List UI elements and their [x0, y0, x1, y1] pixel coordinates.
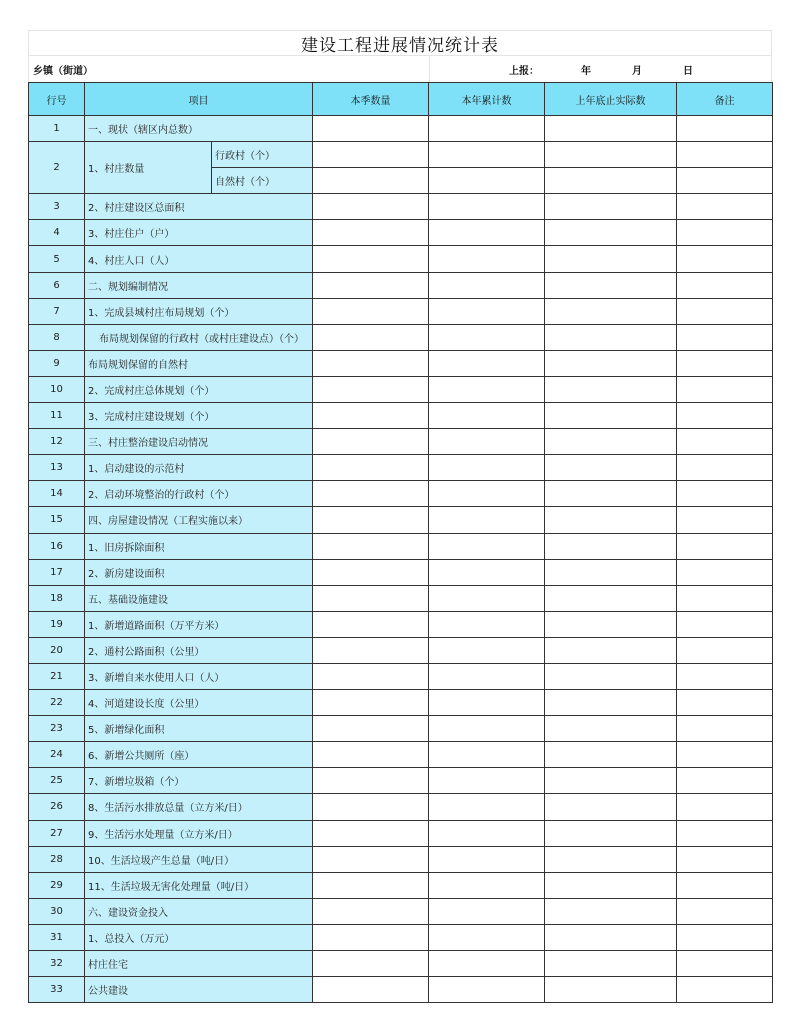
item-cell[interactable]: 2、启动环境整治的行政村（个）	[85, 481, 313, 507]
table-row	[29, 585, 773, 611]
data-cell[interactable]	[677, 794, 773, 820]
data-cell[interactable]	[429, 142, 545, 168]
header-row-no[interactable]: 行号	[29, 83, 85, 116]
data-cell[interactable]	[677, 455, 773, 481]
table-row	[29, 794, 773, 820]
row-number-cell[interactable]: 13	[29, 455, 85, 481]
data-cell[interactable]	[429, 272, 545, 298]
data-cell[interactable]	[313, 820, 429, 846]
row-number-cell[interactable]: 21	[29, 663, 85, 689]
row-number-cell[interactable]: 25	[29, 768, 85, 794]
table-row	[29, 403, 773, 429]
row-number-cell[interactable]: 31	[29, 924, 85, 950]
item-cell[interactable]: 2、村庄建设区总面积	[85, 194, 313, 220]
data-cell[interactable]	[313, 376, 429, 402]
data-cell[interactable]	[313, 272, 429, 298]
data-cell[interactable]	[677, 324, 773, 350]
item-cell[interactable]: 2、通村公路面积（公里）	[85, 637, 313, 663]
data-cell[interactable]	[313, 742, 429, 768]
table-row	[29, 951, 773, 977]
item-cell[interactable]: 公共建设	[85, 977, 313, 1003]
data-cell[interactable]	[545, 768, 677, 794]
data-cell[interactable]	[677, 533, 773, 559]
data-cell[interactable]	[545, 194, 677, 220]
header-note[interactable]: 备注	[677, 83, 773, 116]
data-cell[interactable]	[313, 716, 429, 742]
table-row	[29, 820, 773, 846]
data-cell[interactable]	[545, 533, 677, 559]
data-cell[interactable]	[313, 403, 429, 429]
data-cell[interactable]	[313, 533, 429, 559]
item-cell[interactable]: 4、村庄人口（人）	[85, 246, 313, 272]
row-number-cell[interactable]: 26	[29, 794, 85, 820]
table-row	[29, 194, 773, 220]
data-cell[interactable]	[429, 533, 545, 559]
data-cell[interactable]	[677, 820, 773, 846]
item-cell[interactable]: 3、村庄住户（户）	[85, 220, 313, 246]
data-cell[interactable]	[429, 768, 545, 794]
row-number-cell[interactable]: 14	[29, 481, 85, 507]
data-cell[interactable]	[545, 507, 677, 533]
table-row	[29, 142, 773, 168]
data-cell[interactable]	[313, 429, 429, 455]
row-number-cell[interactable]: 5	[29, 246, 85, 272]
data-cell[interactable]	[429, 585, 545, 611]
row-number-cell[interactable]: 15	[29, 507, 85, 533]
spreadsheet	[28, 30, 772, 1003]
data-cell[interactable]	[545, 376, 677, 402]
data-cell[interactable]	[313, 194, 429, 220]
row-number-cell[interactable]: 2	[29, 142, 85, 194]
data-cell[interactable]	[545, 220, 677, 246]
item-cell[interactable]: 3、新增自来水使用人口（人）	[85, 663, 313, 689]
item-cell[interactable]: 四、房屋建设情况（工程实施以来）	[85, 507, 313, 533]
data-cell[interactable]	[313, 324, 429, 350]
data-cell[interactable]	[545, 924, 677, 950]
data-cell[interactable]	[677, 298, 773, 324]
table-row	[29, 924, 773, 950]
item-cell[interactable]: 9、生活污水处理量（立方米/日）	[85, 820, 313, 846]
data-cell[interactable]	[545, 794, 677, 820]
row-number-cell[interactable]: 17	[29, 559, 85, 585]
data-cell[interactable]	[677, 168, 773, 194]
header-last-year[interactable]: 上年底止实际数	[545, 83, 677, 116]
row-number-cell[interactable]: 16	[29, 533, 85, 559]
data-cell[interactable]	[677, 898, 773, 924]
data-cell[interactable]	[545, 611, 677, 637]
data-cell[interactable]	[429, 403, 545, 429]
data-cell[interactable]	[677, 481, 773, 507]
table-row	[29, 455, 773, 481]
data-cell[interactable]	[545, 403, 677, 429]
row-number-cell[interactable]: 27	[29, 820, 85, 846]
data-cell[interactable]	[677, 742, 773, 768]
data-cell[interactable]	[429, 376, 545, 402]
table-row	[29, 611, 773, 637]
data-cell[interactable]	[429, 116, 545, 142]
data-cell[interactable]	[313, 559, 429, 585]
data-cell[interactable]	[677, 768, 773, 794]
data-cell[interactable]	[429, 324, 545, 350]
data-cell[interactable]	[545, 481, 677, 507]
data-cell[interactable]	[545, 298, 677, 324]
item-cell[interactable]: 五、基础设施建设	[85, 585, 313, 611]
data-cell[interactable]	[545, 898, 677, 924]
data-cell[interactable]	[677, 376, 773, 402]
data-cell[interactable]	[545, 663, 677, 689]
row-number-cell[interactable]: 6	[29, 272, 85, 298]
table-row	[29, 246, 773, 272]
table-row	[29, 350, 773, 376]
meta-row	[28, 55, 772, 82]
item-cell[interactable]: 10、生活垃圾产生总量（吨/日）	[85, 846, 313, 872]
table-row	[29, 898, 773, 924]
row-number-cell[interactable]: 12	[29, 429, 85, 455]
row-number-cell[interactable]: 28	[29, 846, 85, 872]
row-number-cell[interactable]: 8	[29, 324, 85, 350]
item-cell[interactable]: 1、新增道路面积（万平方米）	[85, 611, 313, 637]
table-row	[29, 376, 773, 402]
stats-table	[28, 82, 773, 1003]
item-cell[interactable]: 4、河道建设长度（公里）	[85, 690, 313, 716]
data-cell[interactable]	[313, 663, 429, 689]
data-cell[interactable]	[545, 820, 677, 846]
data-cell[interactable]	[313, 220, 429, 246]
row-number-cell[interactable]: 1	[29, 116, 85, 142]
header-row	[29, 83, 773, 116]
item-cell[interactable]: 1、总投入（万元）	[85, 924, 313, 950]
data-cell[interactable]	[545, 429, 677, 455]
row-number-cell[interactable]: 24	[29, 742, 85, 768]
item-cell[interactable]: 布局规划保留的自然村	[85, 350, 313, 376]
table-body	[29, 116, 773, 1003]
row-number-cell[interactable]: 22	[29, 690, 85, 716]
data-cell[interactable]	[677, 559, 773, 585]
row-number-cell[interactable]: 29	[29, 872, 85, 898]
row-number-cell[interactable]: 10	[29, 376, 85, 402]
data-cell[interactable]	[545, 455, 677, 481]
data-cell[interactable]	[313, 298, 429, 324]
data-cell[interactable]	[545, 690, 677, 716]
table-row	[29, 846, 773, 872]
data-cell[interactable]	[313, 977, 429, 1003]
data-cell[interactable]	[429, 794, 545, 820]
table-row	[29, 768, 773, 794]
data-cell[interactable]	[677, 846, 773, 872]
item-cell[interactable]: 1、完成县城村庄布局规划（个）	[85, 298, 313, 324]
year-label: 年	[581, 65, 591, 77]
data-cell[interactable]	[313, 507, 429, 533]
header-quarter[interactable]: 本季数量	[313, 83, 429, 116]
data-cell[interactable]	[429, 246, 545, 272]
data-cell[interactable]	[677, 272, 773, 298]
item-cell[interactable]: 1、旧房拆除面积	[85, 533, 313, 559]
data-cell[interactable]	[429, 846, 545, 872]
header-ytd[interactable]: 本年累计数	[429, 83, 545, 116]
data-cell[interactable]	[677, 116, 773, 142]
data-cell[interactable]	[545, 559, 677, 585]
row-number-cell[interactable]: 20	[29, 637, 85, 663]
table-title-text: 建设工程进展情况统计表	[301, 35, 499, 56]
data-cell[interactable]	[313, 142, 429, 168]
data-cell[interactable]	[545, 585, 677, 611]
row-number-cell[interactable]: 9	[29, 350, 85, 376]
item-cell[interactable]: 1、村庄数量	[85, 142, 212, 194]
item-cell[interactable]: 布局规划保留的行政村（或村庄建设点）（个）	[85, 324, 313, 350]
data-cell[interactable]	[313, 951, 429, 977]
table-row	[29, 716, 773, 742]
data-cell[interactable]	[677, 585, 773, 611]
data-cell[interactable]	[677, 429, 773, 455]
data-cell[interactable]	[313, 611, 429, 637]
data-cell[interactable]	[313, 246, 429, 272]
data-cell[interactable]	[313, 350, 429, 376]
data-cell[interactable]	[677, 690, 773, 716]
item-cell[interactable]: 二、规划编制情况	[85, 272, 313, 298]
sub-item-cell[interactable]: 自然村（个）	[212, 168, 313, 194]
data-cell[interactable]	[313, 116, 429, 142]
data-cell[interactable]	[677, 977, 773, 1003]
sub-item-cell[interactable]: 行政村（个）	[212, 142, 313, 168]
data-cell[interactable]	[545, 846, 677, 872]
data-cell[interactable]	[429, 977, 545, 1003]
data-cell[interactable]	[313, 690, 429, 716]
table-row	[29, 220, 773, 246]
row-number-cell[interactable]: 7	[29, 298, 85, 324]
data-cell[interactable]	[677, 663, 773, 689]
data-cell[interactable]	[677, 194, 773, 220]
table-row	[29, 116, 773, 142]
data-cell[interactable]	[677, 611, 773, 637]
row-number-cell[interactable]: 3	[29, 194, 85, 220]
data-cell[interactable]	[545, 116, 677, 142]
data-cell[interactable]	[429, 455, 545, 481]
data-cell[interactable]	[313, 768, 429, 794]
data-cell[interactable]	[677, 507, 773, 533]
data-cell[interactable]	[545, 951, 677, 977]
table-row	[29, 533, 773, 559]
month-label: 月	[632, 65, 642, 77]
table-row	[29, 742, 773, 768]
data-cell[interactable]	[545, 872, 677, 898]
table-row	[29, 298, 773, 324]
table-row	[29, 977, 773, 1003]
data-cell[interactable]	[429, 507, 545, 533]
row-number-cell[interactable]: 32	[29, 951, 85, 977]
item-cell[interactable]: 6、新增公共厕所（座）	[85, 742, 313, 768]
data-cell[interactable]	[429, 951, 545, 977]
table-title[interactable]	[28, 30, 772, 55]
data-cell[interactable]	[429, 690, 545, 716]
data-cell[interactable]	[545, 272, 677, 298]
data-cell[interactable]	[677, 220, 773, 246]
item-cell[interactable]: 2、完成村庄总体规划（个）	[85, 376, 313, 402]
data-cell[interactable]	[313, 585, 429, 611]
data-cell[interactable]	[429, 168, 545, 194]
row-number-cell[interactable]: 30	[29, 898, 85, 924]
data-cell[interactable]	[429, 637, 545, 663]
data-cell[interactable]	[545, 716, 677, 742]
data-cell[interactable]	[429, 742, 545, 768]
data-cell[interactable]	[429, 298, 545, 324]
data-cell[interactable]	[429, 611, 545, 637]
data-cell[interactable]	[429, 872, 545, 898]
table-row	[29, 559, 773, 585]
data-cell[interactable]	[429, 429, 545, 455]
data-cell[interactable]	[429, 924, 545, 950]
data-cell[interactable]	[313, 846, 429, 872]
day-label: 日	[683, 65, 693, 77]
data-cell[interactable]	[677, 142, 773, 168]
data-cell[interactable]	[429, 716, 545, 742]
data-cell[interactable]	[545, 350, 677, 376]
data-cell[interactable]	[313, 924, 429, 950]
data-cell[interactable]	[313, 637, 429, 663]
row-number-cell[interactable]: 11	[29, 403, 85, 429]
row-number-cell[interactable]: 19	[29, 611, 85, 637]
meta-divider	[429, 56, 430, 82]
data-cell[interactable]	[313, 794, 429, 820]
data-cell[interactable]	[429, 820, 545, 846]
data-cell[interactable]	[677, 716, 773, 742]
item-cell[interactable]: 11、生活垃圾无害化处理量（吨/日）	[85, 872, 313, 898]
data-cell[interactable]	[677, 350, 773, 376]
data-cell[interactable]	[429, 559, 545, 585]
data-cell[interactable]	[313, 898, 429, 924]
data-cell[interactable]	[545, 324, 677, 350]
item-cell[interactable]: 1、启动建设的示范村	[85, 455, 313, 481]
table-row	[29, 481, 773, 507]
report-label: 上报：	[509, 65, 539, 77]
table-row	[29, 324, 773, 350]
data-cell[interactable]	[545, 142, 677, 168]
township-label: 乡镇（街道）	[33, 65, 93, 77]
data-cell[interactable]	[429, 194, 545, 220]
data-cell[interactable]	[677, 637, 773, 663]
table-row	[29, 663, 773, 689]
data-cell[interactable]	[429, 898, 545, 924]
data-cell[interactable]	[545, 742, 677, 768]
data-cell[interactable]	[313, 872, 429, 898]
item-cell[interactable]: 7、新增垃圾箱（个）	[85, 768, 313, 794]
table-row	[29, 637, 773, 663]
table-row	[29, 690, 773, 716]
data-cell[interactable]	[545, 168, 677, 194]
data-cell[interactable]	[545, 977, 677, 1003]
data-cell[interactable]	[429, 481, 545, 507]
data-cell[interactable]	[429, 663, 545, 689]
data-cell[interactable]	[313, 455, 429, 481]
table-row	[29, 429, 773, 455]
data-cell[interactable]	[677, 246, 773, 272]
item-cell[interactable]: 一、现状（辖区内总数）	[85, 116, 313, 142]
item-cell[interactable]: 8、生活污水排放总量（立方米/日）	[85, 794, 313, 820]
data-cell[interactable]	[677, 924, 773, 950]
table-row	[29, 872, 773, 898]
item-cell[interactable]: 六、建设资金投入	[85, 898, 313, 924]
item-cell[interactable]: 三、村庄整治建设启动情况	[85, 429, 313, 455]
data-cell[interactable]	[545, 637, 677, 663]
item-cell[interactable]: 2、新房建设面积	[85, 559, 313, 585]
data-cell[interactable]	[429, 220, 545, 246]
row-number-cell[interactable]: 33	[29, 977, 85, 1003]
table-row	[29, 507, 773, 533]
row-number-cell[interactable]: 18	[29, 585, 85, 611]
item-cell[interactable]: 5、新增绿化面积	[85, 716, 313, 742]
table-row	[29, 272, 773, 298]
data-cell[interactable]	[677, 951, 773, 977]
header-item[interactable]: 项目	[85, 83, 313, 116]
data-cell[interactable]	[429, 350, 545, 376]
data-cell[interactable]	[677, 403, 773, 429]
data-cell[interactable]	[545, 246, 677, 272]
data-cell[interactable]	[313, 168, 429, 194]
row-number-cell[interactable]: 23	[29, 716, 85, 742]
row-number-cell[interactable]: 4	[29, 220, 85, 246]
item-cell[interactable]: 村庄住宅	[85, 951, 313, 977]
item-cell[interactable]: 3、完成村庄建设规划（个）	[85, 403, 313, 429]
data-cell[interactable]	[677, 872, 773, 898]
data-cell[interactable]	[313, 481, 429, 507]
